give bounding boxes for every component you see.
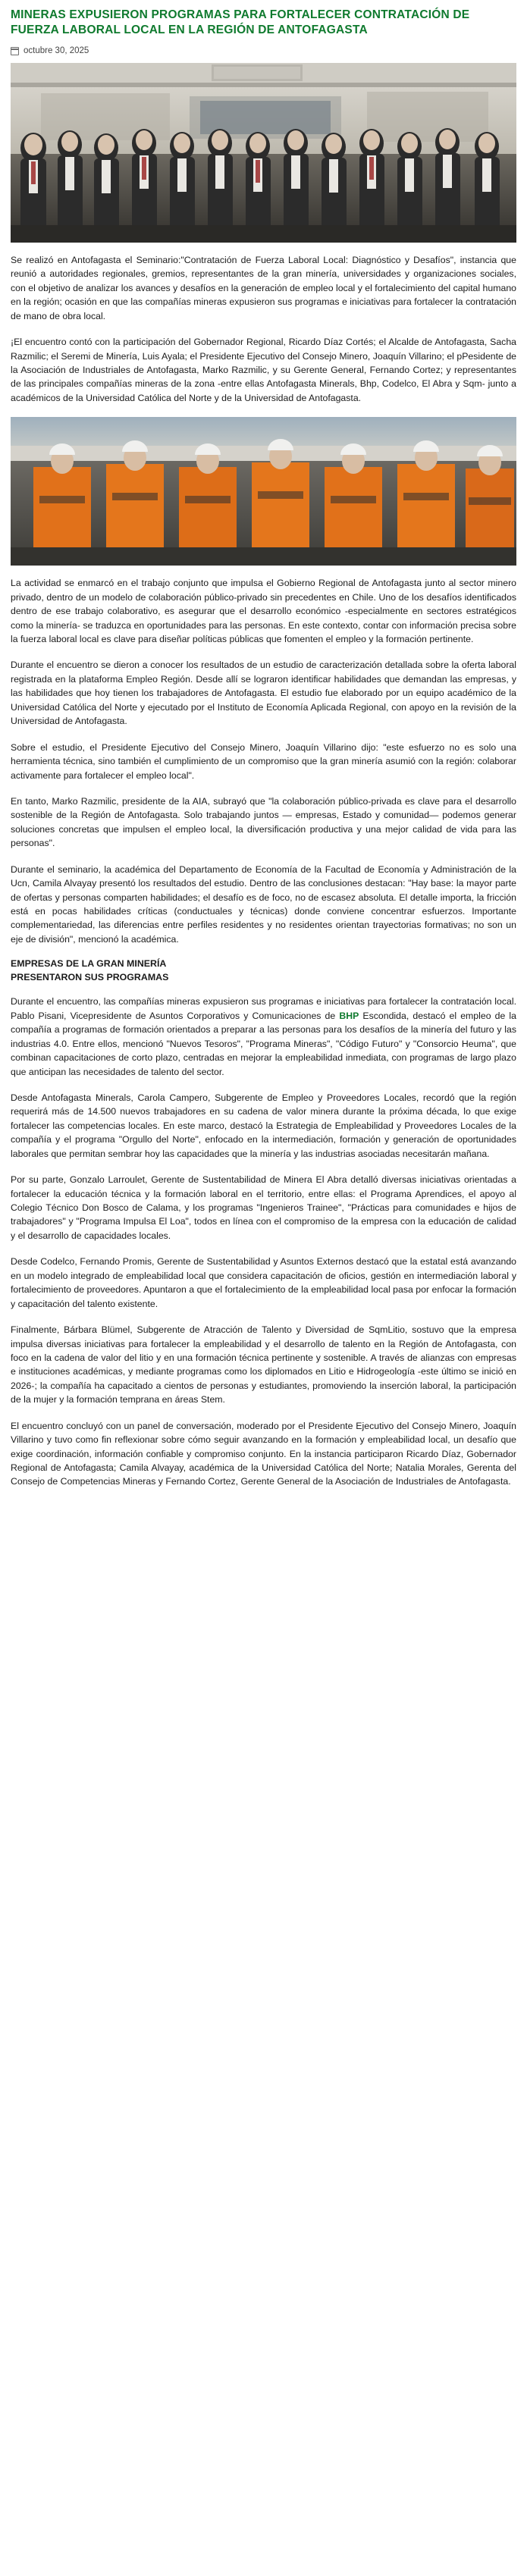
paragraph: Finalmente, Bárbara Blümel, Subgerente de Atracción de Talento y Diversidad de SqmLitio, sostuvo que la empresa impulsa diversas iniciativas para fortalecer la empleabilidad y el desarrollo de talento en la Región de Antofagasta, con foco en la cadena de valor del litio y en una formación técnica pertinente y sostenible. A través de alianzas con empresas e instituciones académicas, y mediante programas como los diplomados en Litio e Hidrogeología -este último se inició en 2026-; la compañía ha capacitado a cientos de personas y estudiantes, promoviendo la inserción laboral, la participación de la mujer y la formación temprana en áreas Stem. [11,1324,516,1406]
paragraph: ¡El encuentro contó con la participación del Gobernador Regional, Ricardo Díaz Cortés; el Alcalde de Antofagasta, Sacha Razmilic; el Seremi de Minería, Luis Ayala; el Presidente Ejecutivo del Consejo Minero, Joaquín Villarino; el pPesidente de la Asociación de Industriales de Antofagasta, Marko Razmilic, y su Gerente General, Fernando Cortez; y representantes de las principales compañías mineras de la zona -entre ellas Antofagasta Minerals, Bhp, Codelco, El Abra y Sqm- junto a académicos de la Universidad Católica del Norte y de la Universidad de Antofagasta. [11,337,516,403]
section-heading-programas: PRESENTARON SUS PROGRAMAS [11,972,169,983]
calendar-icon [11,47,19,55]
photo-seminar-group [11,63,516,243]
paragraph: Durante el encuentro se dieron a conocer los resultados de un estudio de caracterización detallada sobre la oferta laboral registrada en la plataforma Empleo Región. Desde allí se lograron identificar habilidades que demandan las empresas, y las habilidades que hoy tienen los trabajadores de Antofagasta. El estudio fue elaborado por un equipo académico de la Universidad Católica del Norte y ejecutado por el Instituto de Economía Aplicada Regional, con apoyo en la revisión de la Universidad de Antofagasta. [11,660,516,727]
paragraph: La actividad se enmarcó en el trabajo conjunto que impulsa el Gobierno Regional de Antofagasta junto al sector minero privado, dentro de un modelo de colaboración público-privado sin precedentes en Chile. Uno de los desafíos identificados dentro de ese trabajo colaborativo, es asegurar que el desarrollo económico -especialmente en sectores estratégicos como la minería- se traduzca en oportunidades para las personas. En este contexto, contar con información precisa sobre la fuerza laboral local es clave para diseñar políticas públicas que fomenten el empleo y la formación pertinente. [11,578,516,645]
paragraph: Por su parte, Gonzalo Larroulet, Gerente de Sustentabilidad de Minera El Abra detalló diversas iniciativas orientadas a fortalecer la educación técnica y la formación laboral en el territorio, entre ellas: el Programa Aprendices, el apoyo al Colegio Técnico Don Bosco de Calama, y los programas "Ingenieros Trainee", "Prácticas para comunidades e hijos de trabajadores" y "Programa Impulsa El Loa", todos en línea con el compromiso de la empresa con la educación de calidad y el desarrollo de capacidades locales. [11,1174,516,1241]
paragraph: En tanto, Marko Razmilic, presidente de la AIA, subrayó que "la colaboración público-privada es clave para el desarrollo sostenible de la Región de Antofagasta. Solo trabajando juntos — empresas, Estado y comunidad— podemos generar soluciones concretas que impulsen el empleo local, la diversificación productiva y una mejor calidad de vida para las personas". [11,795,516,849]
publish-date-row [11,43,516,63]
paragraph-bhp-text: Durante el encuentro, las compañías mineras expusieron sus programas e iniciativas para fortalecer la contratación local. Pablo Pisani, Vicepresidente de Asuntos Corporativos y Comunicaciones de BHP Escondida, destacó el empleo de la compañía a programas de formación orientados a preparar a las personas para los desafíos de la minería del futuro y las industrias 4.0. Entre ellos, mencionó "Nuevos Tesoros", "Programa Mineras", "Código Futuro" y "Consorcio Heuma", que combinan capacitaciones de corto plazo, centradas en mejorar la empleabilidad inmediata, con programas de largo plazo que anticipan las necesidades de talento del sector. [11,996,517,1077]
paragraph: Sobre el estudio, el Presidente Ejecutivo del Consejo Minero, Joaquín Villarino dijo: "este esfuerzo no es solo una herramienta técnica, sino también el cumplimiento de un compromiso que la gran minería asumió con la región: colaborar activamente para fortalecer el empleo local". [11,741,516,781]
brand-bhp: BHP [339,1010,359,1021]
photo-workers-orange [11,417,516,566]
section-heading-empresas: EMPRESAS DE LA GRAN MINERÍA [11,958,167,970]
paragraph: Desde Antofagasta Minerals, Carola Campero, Subgerente de Empleo y Proveedores Locales, recordó que la región requerirá más de 14.500 nuevos trabajadores en su cadena de valor minera durante la próxima década, lo que exige fortalecer las competencias locales. En este marco, destacó la Estrategia de Empleabilidad y Proveedores Locales de la compañía y el programa "Orgullo del Norte", enfocado en la intermediación, formación y generación de oportunidades laborales que permitan sembrar hoy las capacidades que la minería y las industrias asociadas necesitarán mañana. [11,1092,516,1159]
paragraph: Desde Codelco, Fernando Promis, Gerente de Sustentabilidad y Asuntos Externos destacó que la estatal está avanzando en un modelo integrado de empleabilidad local que considera capacitación de oficios, gestión en intermediación laboral y fortalecimiento de proveedores. Apuntaron a que el fortalecimiento de la empleabilidad local pasa por enfocar la formación y capacitación del talento existente. [11,1256,516,1309]
page-title: MINERAS EXPUSIERON PROGRAMAS PARA FORTALECER CONTRATACIÓN DE FUERZA LABORAL LOCAL EN LA REGIÓN DE ANTOFAGASTA [11,8,470,37]
publish-date: octubre 30, 2025 [24,45,89,55]
photo-seminar-group-render [11,63,516,243]
paragraph-bhp [11,995,516,1079]
photo-workers-render [11,417,516,566]
paragraph: Durante el seminario, la académica del Departamento de Economía de la Facultad de Economía y Administración de la Ucn, Camila Alvayay presentó los resultados del estudio. Dentro de las conclusiones destacan: "Hay base: la mayor parte de ofertas y personas comparten habilidades; el desafío es de foco, no de escasez absoluta. El detalle importa, la fricción está en pocas habilidades críticas (conductuales y técnicas) donde conviene concentrar esfuerzos. Importante complementariedad, las diferencias entre perfiles residentes y no residentes orientan trayectorias formativas; no son un eje de división", mencionó la académica. [11,863,516,945]
paragraph: El encuentro concluyó con un panel de conversación, moderado por el Presidente Ejecutivo del Consejo Minero, Joaquín Villarino y tuvo como fin reflexionar sobre cómo seguir avanzando en la formación y empleabilidad local, un desafío que exige coordinación, información confiable y compromiso conjunto. En la instancia participaron Ricardo Díaz, Gobernador Regional de Antofagasta; Camila Alvayay, académica de la Universidad Católica del Norte; Natalia Morales, Gerenta del Consejo de Competencias Mineras y Fernando Cortez, Gerente General de la Asociación de Industriales de Antofagasta. [11,1420,516,1487]
paragraph: Se realizó en Antofagasta el Seminario:"Contratación de Fuerza Laboral Local: Diagnóstico y Desafíos", instancia que reunió a autoridades regionales, gremios, representantes de la gran minería, universidades y organizaciones sociales, con el objetivo de analizar los avances y desafíos en la generación de empleo local y el fortalecimiento del capital humano en la región; ocasión en que las compañías mineras expusieron sus programas e iniciativas para fortalecer la contratación de mano de obra local. [11,254,516,321]
